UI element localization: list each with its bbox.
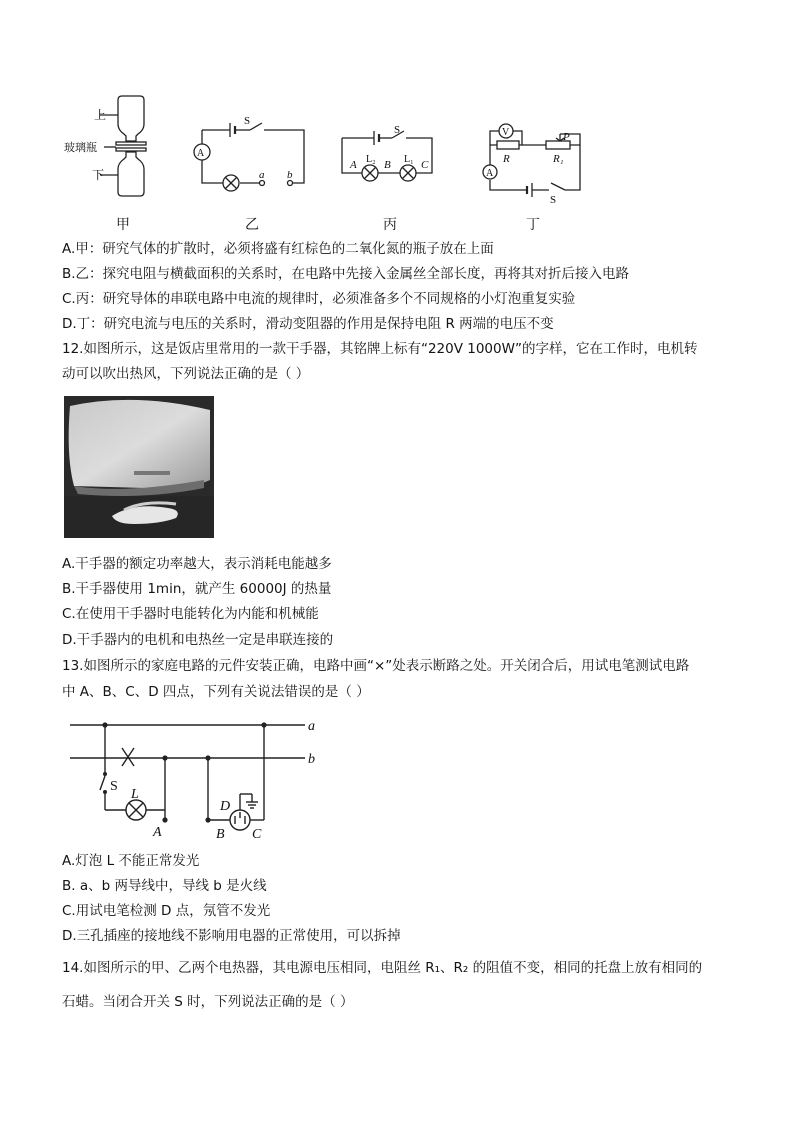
- caption-yi: 乙: [245, 217, 259, 233]
- figure-bing: [342, 131, 432, 181]
- jia-label-top: 上: [94, 108, 107, 122]
- q12-option-b: B.干手器使用 1min，就产生 60000J 的热量: [62, 581, 332, 597]
- q13-label-C: C: [252, 827, 262, 842]
- q13-option-b: B. a、b 两导线中，导线 b 是火线: [62, 878, 267, 894]
- q14-stem-line1: 14.如图所示的甲、乙两个电热器，其电源电压相同，电阻丝 R₁、R₂ 的阻值不变，相同的托盘上放有相同的: [62, 960, 703, 976]
- bing-switch-label: S: [394, 124, 401, 136]
- q12-stem-line2: 动可以吹出热风，下列说法正确的是（ ）: [62, 366, 310, 382]
- figure-q13-household-circuit: [60, 712, 330, 847]
- q11-option-d: D.丁：研究电流与电压的关系时，滑动变阻器的作用是保持电阻 R 两端的电压不变: [62, 316, 554, 332]
- q14-stem-line2: 石蜡。当闭合开关 S 时，下列说法正确的是（ ）: [62, 994, 354, 1010]
- q13-label-a: a: [308, 719, 315, 734]
- ding-S-label: S: [550, 194, 557, 206]
- q11-option-c: C.丙：研究导体的串联电路中电流的规律时，必须准备多个不同规格的小灯泡重复实验: [62, 291, 576, 307]
- q12-option-a: A.干手器的额定功率越大，表示消耗电能越多: [62, 556, 332, 572]
- q12-stem-line1: 12.如图所示，这是饭店里常用的一款干手器，其铭牌上标有“220V 1000W”的字样，它在工作时，电机转: [62, 341, 698, 357]
- bing-C-label: C: [421, 159, 429, 171]
- q11-option-b: B.乙：探究电阻与横截面积的关系时，在电路中先接入金属丝全部长度，再将其对折后接入电路: [62, 266, 630, 282]
- hand-dryer-photo: [64, 396, 214, 538]
- q13-label-b: b: [308, 752, 315, 767]
- bing-A-label: A: [350, 159, 357, 171]
- ding-P-label: P: [563, 131, 570, 143]
- q13-label-L: L: [131, 787, 139, 802]
- bing-L1-label: L₁: [404, 154, 414, 165]
- bing-L2-label: L₂: [366, 154, 376, 165]
- caption-ding: 丁: [526, 217, 540, 233]
- q13-label-D: D: [220, 799, 231, 814]
- q13-label-A: A: [153, 825, 162, 840]
- q13-option-c: C.用试电笔检测 D 点，氖管不发光: [62, 903, 271, 919]
- yi-switch-label: S: [244, 115, 251, 127]
- ding-R1-label: R₁: [553, 153, 564, 165]
- q11-option-a: A.甲：研究气体的扩散时，必须将盛有红棕色的二氧化氮的瓶子放在上面: [62, 241, 494, 257]
- q12-option-d: D.干手器内的电机和电热丝一定是串联连接的: [62, 632, 334, 648]
- q12-option-c: C.在使用干手器时电能转化为内能和机械能: [62, 606, 319, 622]
- q13-option-a: A.灯泡 L 不能正常发光: [62, 853, 200, 869]
- jia-label-bottom: 下: [92, 168, 105, 182]
- yi-ammeter-label: A: [197, 148, 205, 159]
- ding-A-label: A: [486, 168, 494, 179]
- q13-option-d: D.三孔插座的接地线不影响用电器的正常使用，可以拆掉: [62, 928, 401, 944]
- caption-jia: 甲: [116, 217, 130, 233]
- q13-stem-line2: 中 A、B、C、D 四点，下列有关说法错误的是（ ）: [62, 684, 370, 700]
- figure-q11: [0, 0, 794, 240]
- yi-b-label: b: [287, 169, 293, 181]
- yi-a-label: a: [259, 169, 265, 181]
- bing-B-label: B: [384, 159, 391, 171]
- jia-label-mid: 玻璃瓶: [64, 142, 97, 154]
- q13-stem-line1: 13.如图所示的家庭电路的元件安装正确，电路中画“×”处表示断路之处。开关闭合后，用试电笔测试电路: [62, 658, 690, 674]
- caption-bing: 丙: [383, 217, 397, 233]
- ding-R-label: R: [503, 153, 510, 165]
- ding-V-label: V: [502, 127, 510, 138]
- q13-label-S: S: [110, 779, 118, 794]
- figure-jia: [100, 96, 146, 196]
- q13-label-B: B: [216, 827, 225, 842]
